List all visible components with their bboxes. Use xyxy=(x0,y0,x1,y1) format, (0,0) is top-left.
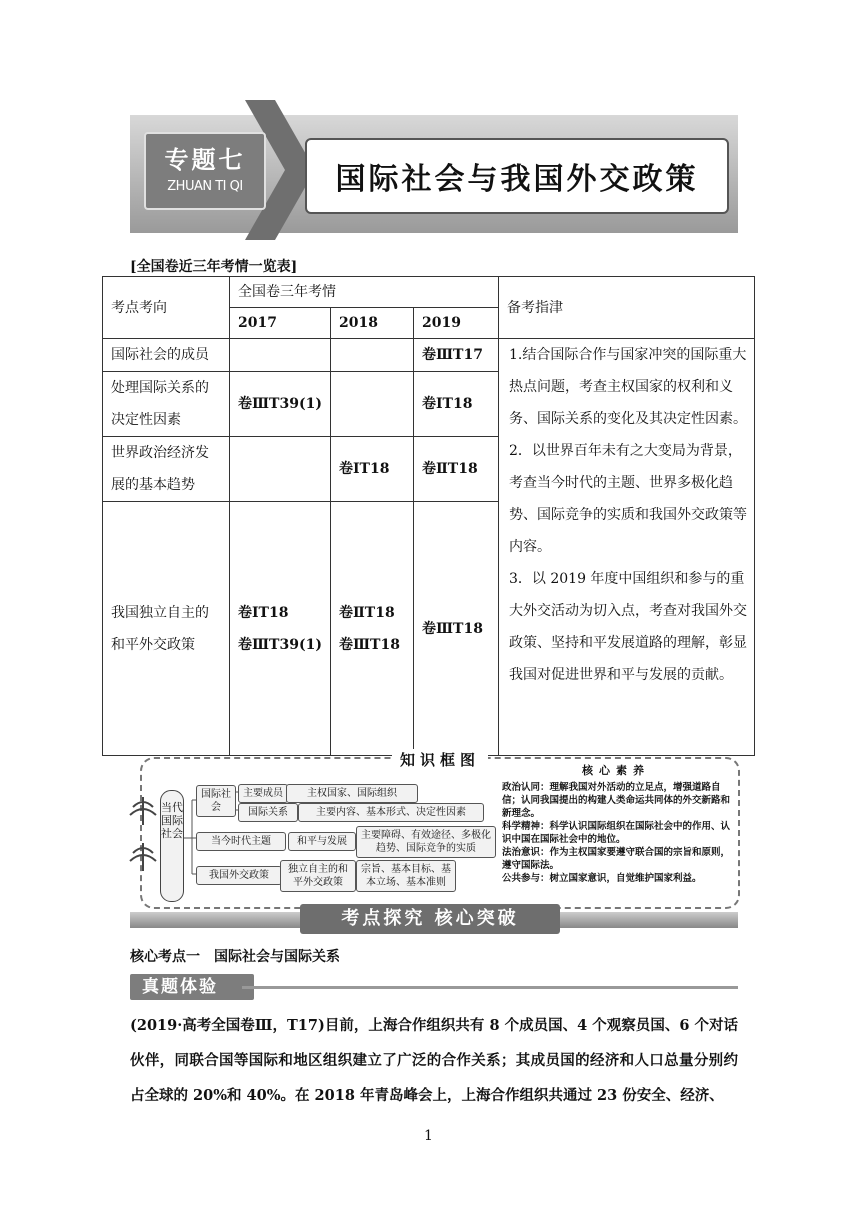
row-topic: 国际社会的成员 xyxy=(103,339,230,372)
table-header-row xyxy=(103,277,755,308)
guide-text: 1.结合国际合作与国家冲突的国际重大热点问题，考查主权国家的权利和义务、国际关系的变化及其决定性因素。 2．以世界百年未有之大变局为背景，考查当今时代的主题、世界多极化趋势、国际竞争的实质和我国外交政策等内容。 3．以 2019 年度中国组织和参与的重大外交活动为切入点，考查对我国外交政策、坚持和平发展道路的理解，彰显我国对促进世界和平与发展的贡献。 xyxy=(509,347,747,683)
table-row xyxy=(103,339,755,372)
section-subtitle: 核心考点一 国际社会与国际关系 xyxy=(130,949,340,965)
row-2019: 卷ⅡT18 xyxy=(414,437,499,502)
header-year: 2017 xyxy=(230,308,331,339)
real-exam-tag: 真题体验 xyxy=(130,974,254,1000)
header-guide: 备考指津 xyxy=(499,277,755,339)
header-group: 全国卷三年考情 xyxy=(230,277,499,308)
table-caption: [全国卷近三年考情一览表] xyxy=(130,259,298,275)
row-2018-b: 卷ⅢT18 xyxy=(339,636,400,653)
framework-root: 当代国际社会 xyxy=(160,790,184,902)
row-2017-a: 卷ⅠT18 xyxy=(238,604,289,621)
row-2017 xyxy=(230,339,331,372)
row-2017 xyxy=(230,437,331,502)
header-year: 2019 xyxy=(414,308,499,339)
node-relations: 国际关系 xyxy=(238,803,298,822)
exam-table xyxy=(102,276,755,756)
node-peace: 和平与发展 xyxy=(288,832,356,851)
node-rel-detail: 主要内容、基本形式、决定性因素 xyxy=(298,803,484,822)
row-2019: 卷ⅠT18 xyxy=(414,372,499,437)
row-2019: 卷ⅢT18 xyxy=(414,502,499,756)
node-policy: 我国外交政策 xyxy=(196,866,282,885)
chapter-tag xyxy=(144,132,266,210)
core-item: 政治认同：理解我国对外活动的立足点，增强道路自信；认同我国提出的构建人类命运共同体的外交新路和新理念。 xyxy=(502,782,731,819)
header-year: 2018 xyxy=(331,308,414,339)
row-topic: 处理国际关系的决定性因素 xyxy=(103,372,230,437)
core-literacy-title: 核心素养 xyxy=(582,764,650,777)
node-indep-detail: 宗旨、基本目标、基本立场、基本准则 xyxy=(356,860,456,892)
row-2017 xyxy=(230,502,331,756)
header-topic: 考点考向 xyxy=(103,277,230,339)
guide-cell xyxy=(499,339,755,756)
row-2018-a: 卷ⅡT18 xyxy=(339,604,395,621)
core-item: 法治意识：作为主权国家要遵守联合国的宗旨和原则，遵守国际法。 xyxy=(502,847,731,871)
knowledge-frame-title: 知识框图 xyxy=(392,749,488,770)
page-number: 1 xyxy=(424,1128,433,1144)
node-indep: 独立自主的和平外交政策 xyxy=(280,860,356,892)
row-2019: 卷ⅢT17 xyxy=(414,339,499,372)
question-paragraph: (2019·高考全国卷Ⅲ，T17)目前，上海合作组织共有 8 个成员国、4 个观察员国、6 个对话伙伴，同联合国等国际和地区组织建立了广泛的合作关系；其成员国的经济和人口总量分别约占全球的 20%和 40%。在 2018 年青岛峰会上，上海合作组织共通过 23 份安全、经济、 xyxy=(130,1017,738,1104)
core-item: 科学精神：科学认识国际组织在国际社会中的作用、认识中国在国际社会中的地位。 xyxy=(502,821,731,845)
row-2017: 卷ⅢT39(1) xyxy=(230,372,331,437)
node-main-members: 主要成员 xyxy=(238,784,288,803)
chapter-pinyin: ZHUAN TI QI xyxy=(167,179,243,194)
row-2018 xyxy=(331,372,414,437)
row-2018 xyxy=(331,339,414,372)
core-literacy-panel xyxy=(502,762,730,902)
core-item: 公共参与：树立国家意识，自觉维护国家利益。 xyxy=(502,873,702,884)
tag-underline xyxy=(242,986,738,989)
node-peace-detail: 主要障碍、有效途径、多极化趋势、国际竞争的实质 xyxy=(356,826,496,858)
tree-icon xyxy=(128,795,158,875)
row-topic: 世界政治经济发展的基本趋势 xyxy=(103,437,230,502)
chapter-banner xyxy=(130,100,738,240)
node-theme: 当今时代主题 xyxy=(196,832,286,851)
row-2018: 卷ⅠT18 xyxy=(331,437,414,502)
chapter-title: 国际社会与我国外交政策 xyxy=(335,162,699,197)
row-2017-b: 卷ⅢT39(1) xyxy=(238,636,322,653)
row-2018 xyxy=(331,502,414,756)
section-band-label: 考点探究 核心突破 xyxy=(300,904,560,934)
node-states: 主权国家、国际组织 xyxy=(286,784,418,803)
row-topic: 我国独立自主的和平外交政策 xyxy=(103,502,230,756)
chapter-title-box xyxy=(305,138,729,214)
node-intl-society: 国际社会 xyxy=(196,785,236,817)
chapter-label: 专题七 xyxy=(164,146,246,174)
